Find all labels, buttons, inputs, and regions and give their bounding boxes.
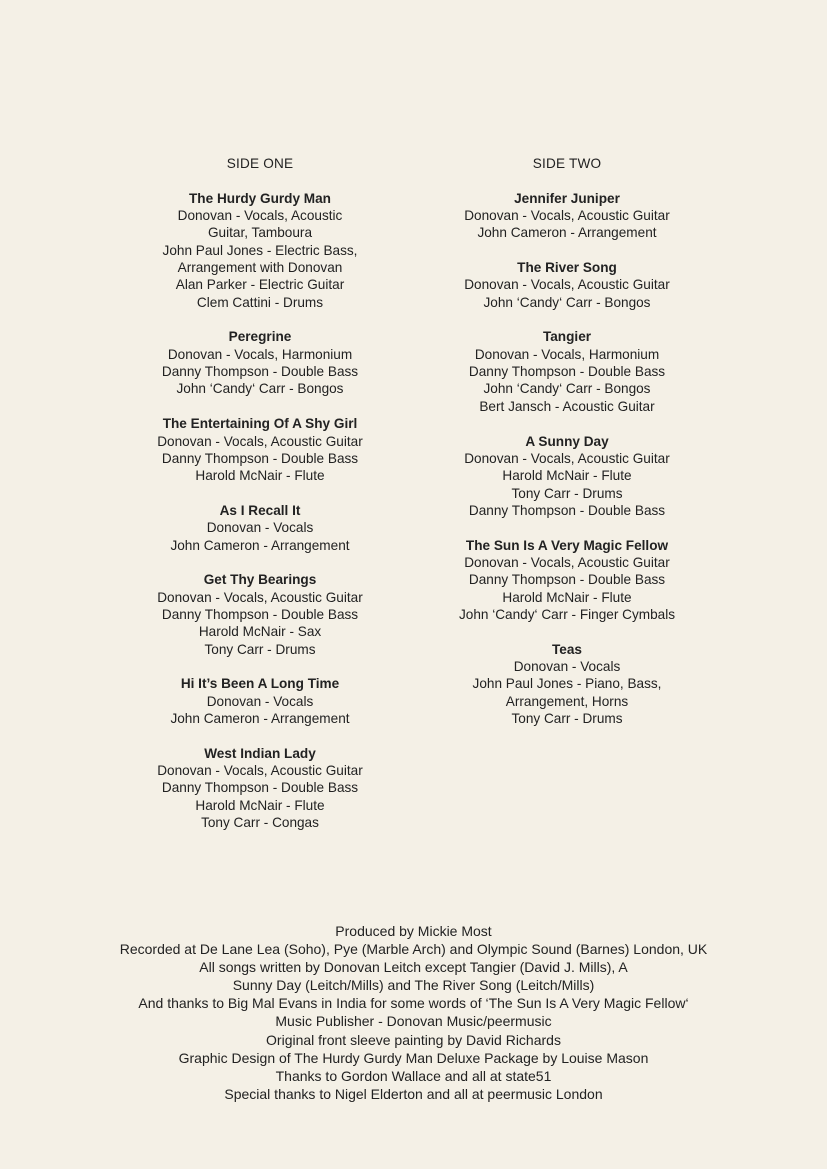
credit-line: Tony Carr - Drums — [511, 485, 623, 501]
track-title: Hi It’s Been A Long Time — [180, 676, 340, 692]
credit-line: Tony Carr - Drums — [204, 641, 316, 657]
track-title: The River Song — [517, 260, 617, 276]
credit-line: Guitar, Tamboura — [207, 225, 313, 241]
credit-line: Donovan - Vocals, Harmonium — [167, 346, 353, 362]
credit-line: John ‘Candy‘ Carr - Bongos — [176, 381, 344, 397]
credits-line: Produced by Mickie Most — [335, 923, 492, 939]
credit-line: Harold McNair - Flute — [502, 589, 632, 605]
track-title: Teas — [552, 641, 582, 657]
credit-line: Donovan - Vocals — [513, 658, 621, 674]
credit-line: John Cameron - Arrangement — [170, 537, 350, 553]
track-entry — [417, 433, 717, 520]
side-two-heading: SIDE TWO — [532, 156, 602, 171]
credit-line: Clem Cattini - Drums — [196, 294, 324, 310]
credit-line: Danny Thompson - Double Bass — [468, 572, 666, 588]
track-title: The Sun Is A Very Magic Fellow — [465, 537, 669, 553]
credit-line: John Cameron - Arrangement — [170, 711, 350, 726]
credit-line: Donovan - Vocals — [206, 693, 314, 709]
credit-line: Tony Carr - Congas — [201, 815, 319, 831]
credit-line: Arrangement with Donovan — [177, 260, 343, 276]
track-entry — [417, 641, 717, 728]
track-entry — [110, 502, 410, 554]
track-entry — [110, 190, 410, 311]
track-title: A Sunny Day — [525, 433, 609, 449]
credit-line: Donovan - Vocals, Acoustic Guitar — [157, 763, 363, 779]
credit-line: Danny Thompson - Double Bass — [161, 606, 359, 622]
credit-line: Donovan - Vocals, Acoustic Guitar — [157, 433, 363, 449]
track-entry — [110, 745, 410, 832]
track-title: As I Recall It — [219, 502, 301, 518]
track-title: The Entertaining Of A Shy Girl — [162, 416, 358, 432]
side-one-heading: SIDE ONE — [226, 156, 294, 171]
credit-line: Danny Thompson - Double Bass — [468, 502, 666, 518]
credit-line: Donovan - Vocals, Acoustic Guitar — [464, 450, 670, 466]
track-entry — [110, 675, 410, 727]
credits-line: All songs written by Donovan Leitch except Tangier (David J. Mills), A — [199, 959, 628, 976]
credit-line: Danny Thompson - Double Bass — [161, 364, 359, 380]
credit-line: Alan Parker - Electric Guitar — [175, 277, 345, 293]
credit-line: Danny Thompson - Double Bass — [161, 780, 359, 796]
credit-line: John Paul Jones - Piano, Bass, — [472, 676, 662, 692]
track-title: The Hurdy Gurdy Man — [189, 190, 331, 206]
track-entry — [417, 328, 717, 415]
credit-line: Donovan - Vocals, Acoustic — [177, 208, 343, 224]
credits-line: Original front sleeve painting by David Richards — [266, 1031, 561, 1048]
credits-block — [0, 922, 827, 1103]
side-one-column — [110, 155, 410, 849]
credit-line: Danny Thompson - Double Bass — [161, 450, 359, 466]
credits-line: And thanks to Big Mal Evans in India for some words of ‘The Sun Is A Very Magic Fellow‘ — [138, 995, 689, 1012]
track-title: West Indian Lady — [204, 745, 316, 761]
track-entry — [110, 415, 410, 484]
credits-line: Graphic Design of The Hurdy Gurdy Man Deluxe Package by Louise Mason — [178, 1049, 649, 1066]
credit-line: Tony Carr - Drums — [511, 711, 623, 726]
track-title: Peregrine — [228, 329, 292, 345]
credits-line: Special thanks to Nigel Elderton and all at peermusic London — [224, 1085, 603, 1102]
credit-line: Arrangement, Horns — [505, 693, 629, 709]
side-two-column — [417, 155, 717, 745]
credit-line: John ‘Candy‘ Carr - Bongos — [483, 381, 651, 397]
credits-line: Thanks to Gordon Wallace and all at state51 — [275, 1067, 552, 1084]
credit-line: Bert Jansch - Acoustic Guitar — [479, 398, 655, 414]
track-title: Get Thy Bearings — [203, 572, 317, 588]
credit-line: Harold McNair - Flute — [195, 797, 325, 813]
credit-line: Harold McNair - Flute — [195, 468, 325, 484]
credit-line: John ‘Candy‘ Carr - Bongos — [483, 294, 651, 310]
credit-line: Donovan - Vocals — [206, 520, 314, 536]
credit-line: Harold McNair - Flute — [502, 468, 632, 484]
credit-line: Harold McNair - Sax — [198, 624, 322, 640]
track-entry — [110, 571, 410, 658]
credit-line: Donovan - Vocals, Acoustic Guitar — [157, 589, 363, 605]
track-entry — [417, 190, 717, 242]
track-entry — [110, 328, 410, 397]
track-entry — [417, 537, 717, 624]
credits-line: Music Publisher - Donovan Music/peermusic — [275, 1013, 552, 1030]
credit-line: Donovan - Vocals, Acoustic Guitar — [464, 208, 670, 224]
credit-line: John Cameron - Arrangement — [477, 225, 657, 241]
track-entry — [417, 259, 717, 311]
track-title: Tangier — [542, 329, 592, 345]
credit-line: John ‘Candy‘ Carr - Finger Cymbals — [458, 606, 676, 622]
track-title: Jennifer Juniper — [514, 190, 620, 206]
credit-line: John Paul Jones - Electric Bass, — [162, 242, 358, 258]
credit-line: Donovan - Vocals, Acoustic Guitar — [464, 554, 670, 570]
credit-line: Danny Thompson - Double Bass — [468, 364, 666, 380]
credits-line: Recorded at De Lane Lea (Soho), Pye (Marble Arch) and Olympic Sound (Barnes) London, UK — [119, 941, 708, 958]
credit-line: Donovan - Vocals, Acoustic Guitar — [464, 277, 670, 293]
credit-line: Donovan - Vocals, Harmonium — [474, 346, 660, 362]
credits-line: Sunny Day (Leitch/Mills) and The River Song (Leitch/Mills) — [232, 977, 595, 994]
